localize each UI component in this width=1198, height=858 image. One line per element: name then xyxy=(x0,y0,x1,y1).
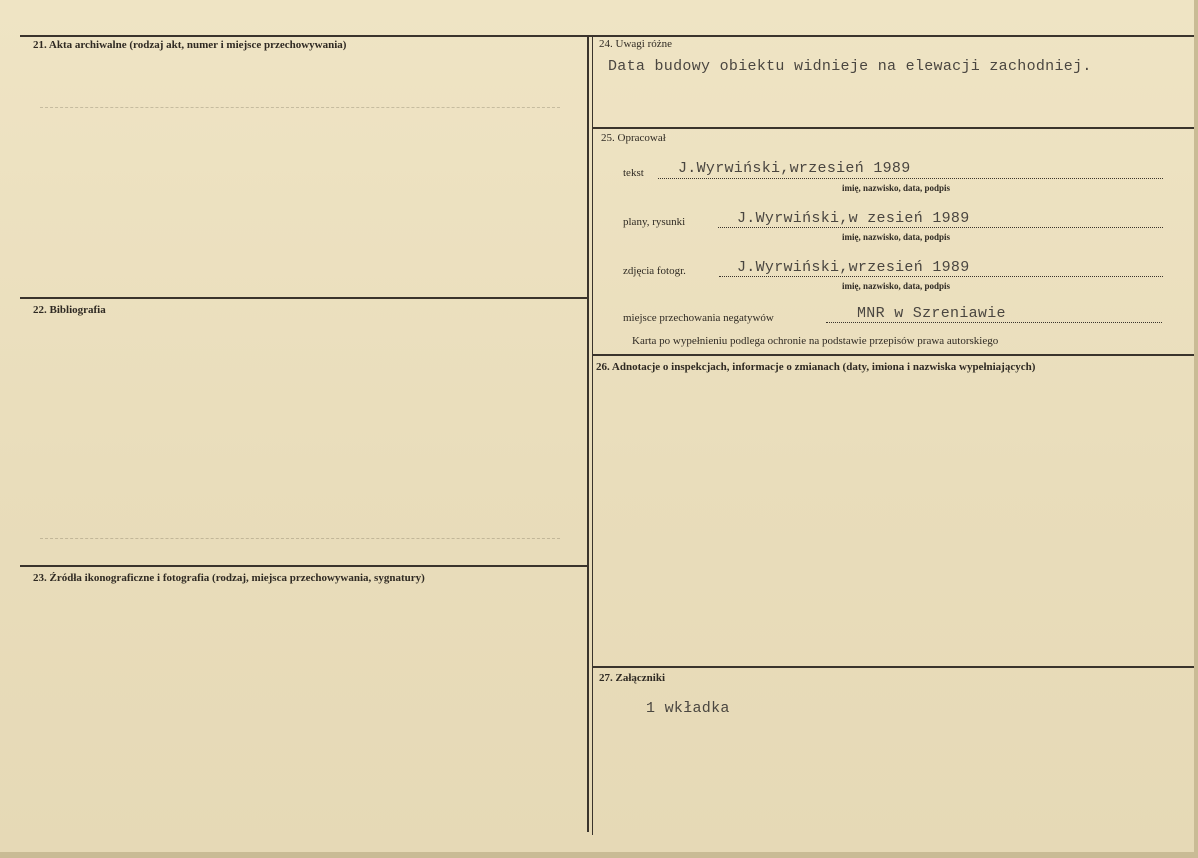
zdjecia-label: zdjęcia fotogr. xyxy=(623,265,686,277)
section-25-label: 25. Opracował xyxy=(601,132,666,144)
miejsce-label: miejsce przechowania negatywów xyxy=(623,312,774,324)
tekst-line xyxy=(658,178,1163,179)
section-26-label: 26. Adnotacje o inspekcjach, informacje o zmianach (daty, imiona i nazwiska wypełniających) xyxy=(596,361,1036,373)
divider-21-22 xyxy=(20,297,588,299)
right-paper-edge xyxy=(1194,0,1198,858)
column-divider xyxy=(587,35,589,832)
bottom-paper-edge xyxy=(0,852,1198,858)
divider-25-26 xyxy=(592,354,1195,356)
plany-label: plany, rysunki xyxy=(623,216,686,228)
section-24-label: 24. Uwagi różne xyxy=(599,38,673,50)
faint-rule xyxy=(40,538,560,540)
tekst-label: tekst xyxy=(623,167,644,179)
copyright-note: Karta po wypełnieniu podlega ochronie na podstawie przepisów prawa autorskiego xyxy=(632,335,999,347)
faint-rule xyxy=(40,107,560,109)
plany-sublabel: imię, nazwisko, data, podpis xyxy=(842,232,951,242)
tekst-sublabel: imię, nazwisko, data, podpis xyxy=(842,183,951,193)
section-21-label: 21. Akta archiwalne (rodzaj akt, numer i miejsce przechowywania) xyxy=(33,39,347,51)
section-27-value: 1 wkładka xyxy=(646,700,730,717)
top-border xyxy=(20,35,1195,37)
miejsce-line xyxy=(826,322,1162,323)
zdjecia-line xyxy=(719,276,1163,277)
section-24-value: Data budowy obiektu widnieje na elewacji zachodniej. xyxy=(608,58,1092,75)
plany-line xyxy=(718,227,1163,228)
miejsce-value: MNR w Szreniawie xyxy=(857,305,1006,322)
tekst-value: J.Wyrwiński,wrzesień 1989 xyxy=(678,160,911,177)
section-22-label: 22. Bibliografia xyxy=(33,304,106,316)
divider-24-25 xyxy=(592,127,1195,129)
divider-26-27 xyxy=(592,666,1195,668)
divider-22-23 xyxy=(20,565,588,567)
section-23-label: 23. Źródła ikonograficzne i fotografia (rodzaj, miejsca przechowywania, sygnatury) xyxy=(33,572,425,584)
plany-value: J.Wyrwiński,w zesień 1989 xyxy=(737,210,970,227)
section-27-label: 27. Załączniki xyxy=(599,672,666,684)
right-column-inner-divider xyxy=(592,35,593,835)
zdjecia-sublabel: imię, nazwisko, data, podpis xyxy=(842,281,951,291)
zdjecia-value: J.Wyrwiński,wrzesień 1989 xyxy=(737,259,970,276)
